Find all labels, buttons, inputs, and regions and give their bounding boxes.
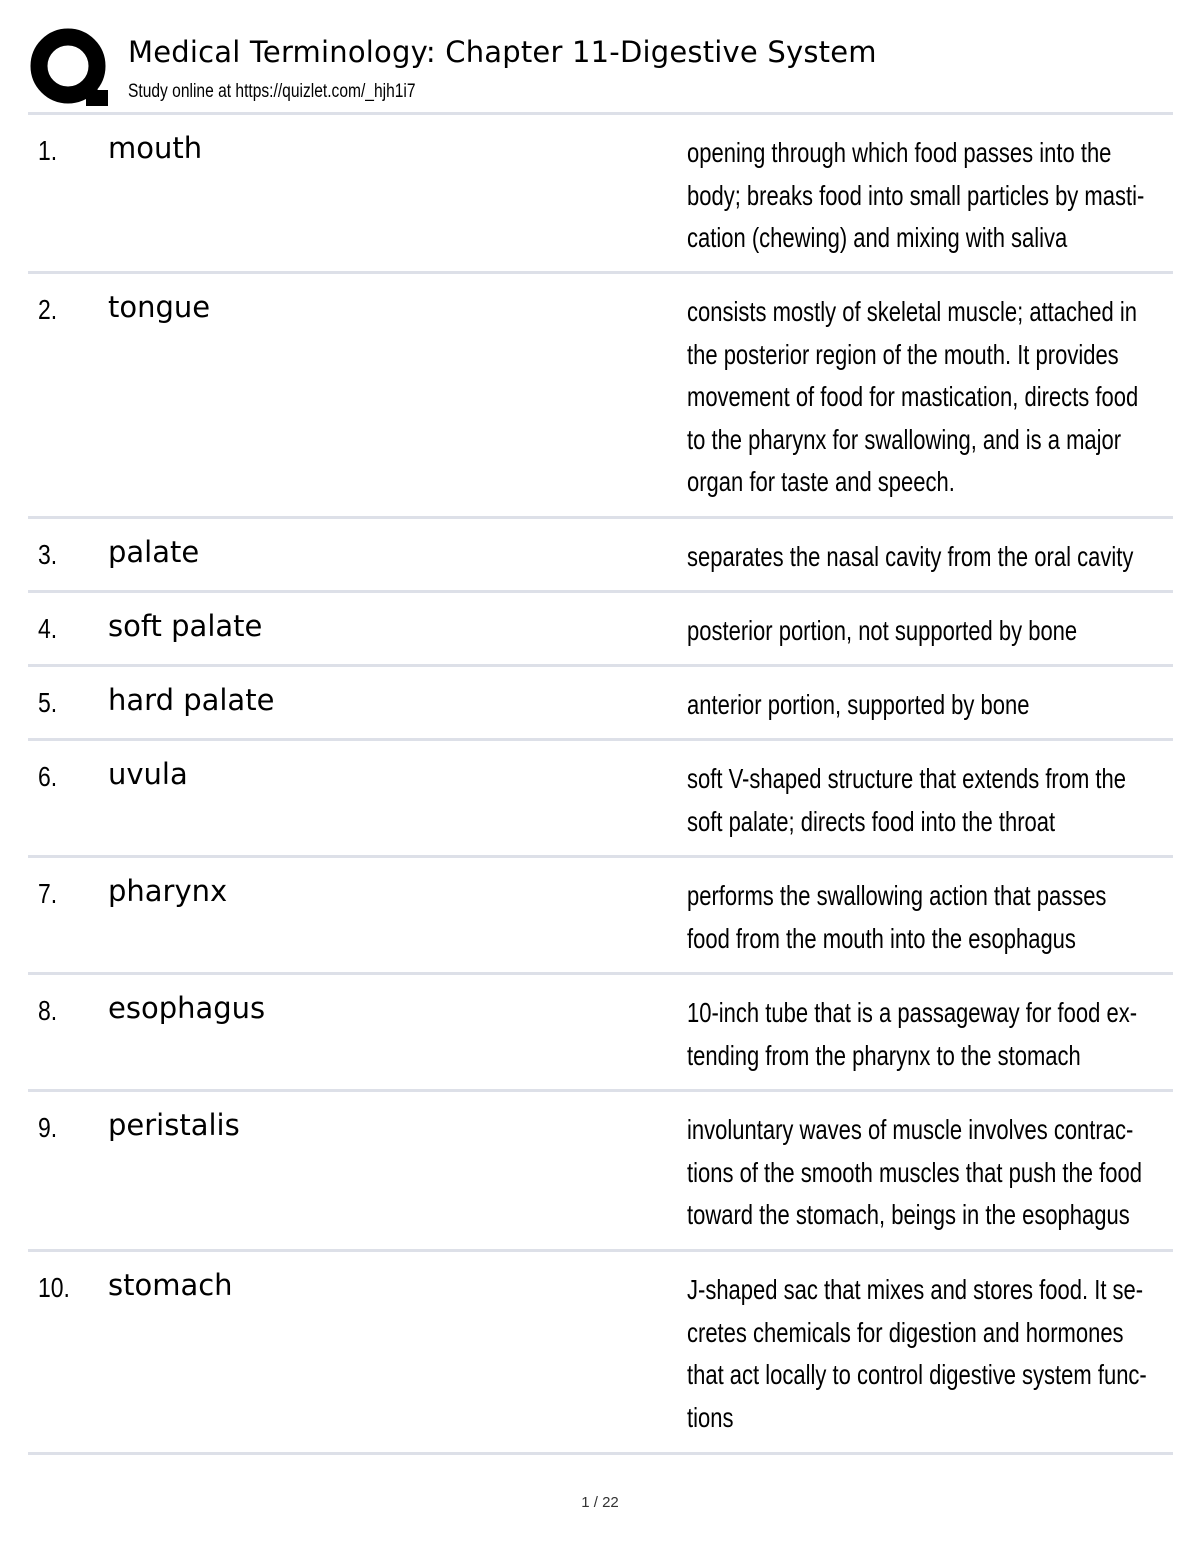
- term-definition: posterior portion, not supported by bone: [687, 615, 1078, 646]
- term-definition: consists mostly of skeletal muscle; attached in the posterior region of the mouth. It provides movement of food for mastication, directs food to the pharynx for swallowing, and is a major organ for taste and speech.: [687, 296, 1139, 497]
- term-definition: separates the nasal cavity from the oral cavity: [687, 541, 1134, 572]
- term-definition: 10-inch tube that is a passageway for food ex- tending from the pharynx to the stomach: [687, 997, 1138, 1071]
- term-definition: performs the swallowing action that passes food from the mouth into the esophagus: [687, 880, 1107, 954]
- term-row: [28, 274, 1173, 519]
- page-number: 1 / 22: [581, 1494, 619, 1511]
- term-definition: opening through which food passes into the body; breaks food into small particles by masti- cation (chewing) and mixing with saliva: [687, 137, 1145, 253]
- term-number: 5.: [38, 687, 58, 718]
- term-definition: soft V-shaped structure that extends from the soft palate; directs food into the throat: [687, 763, 1127, 837]
- term-number: 8.: [38, 995, 58, 1026]
- term-number: 9.: [38, 1112, 58, 1143]
- term-definition: anterior portion, supported by bone: [687, 689, 1030, 720]
- term-text: peristalis: [108, 1108, 240, 1142]
- term-row: [28, 975, 1173, 1092]
- term-definition: involuntary waves of muscle involves contrac- tions of the smooth muscles that push the food toward the stomach, beings in the esophagus: [687, 1114, 1142, 1230]
- term-row: [28, 519, 1173, 593]
- term-text: stomach: [108, 1268, 233, 1302]
- term-text: pharynx: [108, 874, 228, 908]
- term-text: mouth: [108, 131, 203, 165]
- quizlet-q-logo-icon: [30, 28, 110, 108]
- term-number: 3.: [38, 539, 58, 570]
- term-number: 1.: [38, 135, 58, 166]
- terms-table: [28, 112, 1173, 1455]
- term-number: 2.: [38, 294, 58, 325]
- term-row: [28, 858, 1173, 975]
- term-text: hard palate: [108, 683, 275, 717]
- page-title: Medical Terminology: Chapter 11-Digestive System: [128, 35, 877, 69]
- term-text: palate: [108, 535, 200, 569]
- study-online-link[interactable]: Study online at https://quizlet.com/_hjh1i7: [128, 81, 416, 102]
- term-number: 4.: [38, 613, 58, 644]
- term-row: [28, 115, 1173, 274]
- term-definition: J-shaped sac that mixes and stores food. It se- cretes chemicals for digestion and hormones that act locally to control digestive system func- tions: [687, 1274, 1147, 1433]
- term-text: uvula: [108, 757, 188, 791]
- term-text: soft palate: [108, 609, 263, 643]
- term-text: tongue: [108, 290, 211, 324]
- term-number: 6.: [38, 761, 58, 792]
- page-header: [30, 28, 1173, 112]
- term-number: 10.: [38, 1272, 70, 1303]
- term-row: [28, 1092, 1173, 1252]
- term-row: [28, 593, 1173, 667]
- term-text: esophagus: [108, 991, 266, 1025]
- term-number: 7.: [38, 878, 58, 909]
- term-row: [28, 667, 1173, 741]
- term-row: [28, 741, 1173, 858]
- term-row: [28, 1252, 1173, 1455]
